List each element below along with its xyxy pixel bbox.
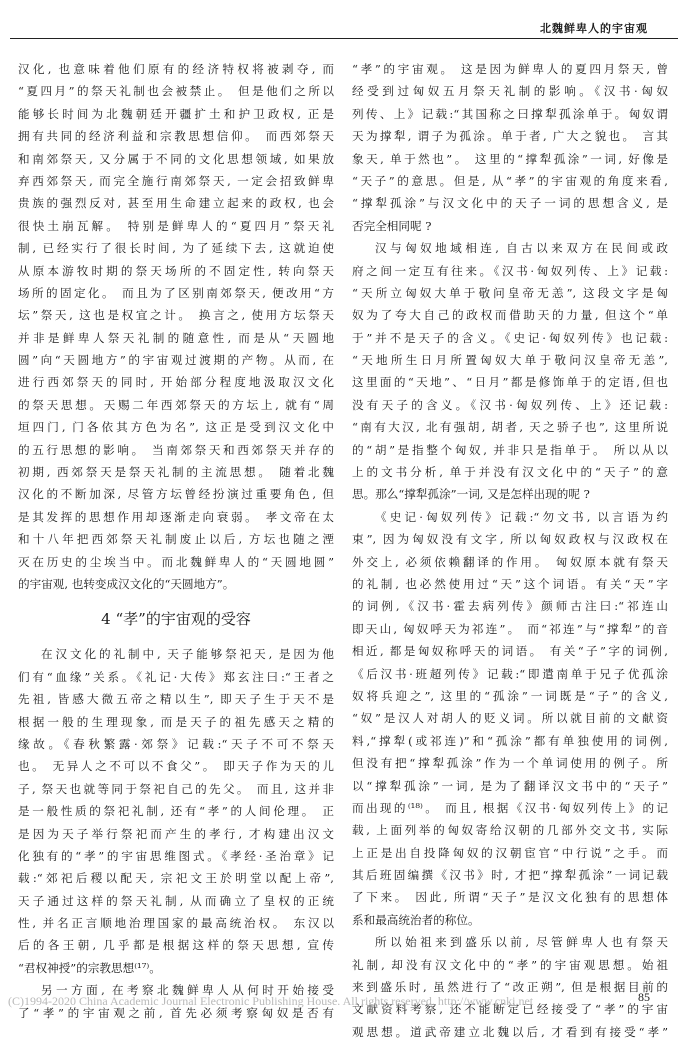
text-line: 的词例,《汉书·霍去病列传》颜师古注曰:“祁连山 — [352, 599, 668, 614]
text-line: 和南郊祭天, 又分属于不同的文化思想领域, 如果放 — [18, 151, 334, 166]
text-line: 了下来。 因此, 所谓“天子”是汉文化独有的思想体 — [352, 890, 668, 905]
text-line: 坛”祭天, 这也是权宜之计。 换言之, 使用方坛祭天 — [18, 308, 334, 323]
text-line: 相近, 都是匈奴称呼天的词语。 有关“子”字的词例, — [352, 644, 668, 659]
text-line: 这里面的“天地”、“日月”都是修饰单于的定语,但也 — [352, 375, 668, 390]
text-line: 能够长时间为北魏朝廷开疆扩土和护卫政权, 正是 — [18, 106, 334, 121]
text-line: “奴”是汉人对胡人的贬义词。所以就目前的文献资 — [352, 711, 668, 726]
text-line: 拥有共同的经济利益和宗教思想信仰。 而西郊祭天 — [18, 129, 334, 144]
text-line: 系和最高统治者的称位。 — [352, 912, 480, 927]
text-line: 否完全相同呢 ? — [352, 218, 432, 233]
text-line: 载:“郊祀后稷以配天, 宗祀文王於明堂以配上帝”, — [18, 871, 334, 886]
text-line: 并非是鲜卑人祭天礼制的随意性, 而是从“天圆地 — [18, 330, 334, 345]
text-line: 缘故。《春秋繁露·郊祭》记载:“天子不可不祭天 — [18, 736, 334, 751]
text-line: 圆”向“天圆地方”的宇宙观过渡期的产物。从而, 在 — [18, 353, 334, 368]
text-line: 也。 无异人之不可以不食父”。 即天子作为天的儿 — [18, 759, 334, 774]
text-line: 后的各王朝, 几乎都是根据这样的祭天思想, 宣传 — [18, 938, 334, 953]
text-line: 汉化, 也意味着他们原有的经济特权将被剥夺, 而 — [18, 62, 334, 76]
page-number: 85 — [638, 990, 650, 1004]
text-line: 没有天子的含义。《汉书·匈奴列传、上》还记载: — [352, 397, 668, 412]
text-line: 另一方面, 在考察北魏鲜卑人从何时开始接受 — [41, 983, 334, 998]
copyright-notice: (C)1994-2020 China Academic Journal Electronic Publishing House. All rights reserved. http://www.cnki.net — [8, 994, 534, 1008]
text-line: 上的文书分析, 单于并没有汉文化中的“天子”的意 — [352, 465, 668, 480]
text-line: 但没有把“撑犁孤涂”作为一个单词使用的例子。所 — [352, 756, 668, 771]
text-line: “天所立匈奴大单于敬问皇帝无恙”, 这段文字是匈 — [352, 285, 668, 300]
text-line: 列传、上》记载:“其国称之曰撑犁孤涂单于。匈奴谓 — [352, 106, 668, 121]
text-line: 灭在历史的尘埃当中。而北魏鲜卑人的“天圆地圆” — [18, 554, 334, 569]
text-line: 在汉文化的礼制中, 天子能够祭祀天, 是因为他 — [41, 647, 334, 662]
page-footer — [0, 990, 688, 1031]
text-line: 是其发挥的思想作用却逐渐走向衰弱。 孝文帝在太 — [18, 509, 334, 524]
text-line: 而出现的⁽¹⁸⁾。 而且, 根据《汉书·匈奴列传上》的记 — [352, 800, 668, 815]
text-line: 先祖, 皆感大微五帝之精以生”, 即天子生于天不是 — [18, 692, 334, 707]
text-line: 文献资料考察, 还不能断定已经接受了“孝”的宇宙 — [352, 1002, 668, 1017]
text-line: 是一般性质的祭祀礼制, 还有“孝”的人间伦理。 正 — [18, 804, 334, 819]
text-line: 的“胡”是指整个匈奴, 并非只是指单于。 所以从以 — [352, 442, 668, 457]
text-line: “夏四月”的祭天礼制也会被禁止。 但是他们之所以 — [18, 84, 334, 99]
text-line: 思。那么“撑犁孤涂”一词, 又是怎样出现的呢 ? — [352, 487, 590, 502]
text-line: 府之间一定互有往来。《汉书·匈奴列传、上》记载: — [352, 263, 668, 278]
text-line: 天为撑犁, 谓子为孤涂。单于者, 广大之貌也。 言其 — [352, 129, 668, 144]
text-line: 于”并不是天子的含义。《史记·匈奴列传》也记载: — [352, 330, 668, 345]
text-line: 的礼制, 也必然使用过“天”这个词语。有关“天”字 — [352, 576, 668, 591]
text-line: 束”, 因为匈奴没有文字, 所以匈奴政权与汉政权在 — [352, 532, 668, 547]
text-line: “撑犁孤涂”与汉文化中的天子一词的思想含义, 是 — [352, 196, 668, 211]
text-line: 子, 祭天也就等同于祭祀自己的先父。 而且, 这并非 — [18, 781, 334, 796]
page-header — [0, 0, 688, 40]
text-line: 的祭天思想。天赐二年西郊祭天的方坛上, 就有“周 — [18, 397, 334, 412]
text-line: 化独有的“孝”的宇宙思维图式。《孝经·圣治章》记 — [18, 848, 334, 863]
text-line: 所以始祖来到盛乐以前, 尽管鲜卑人也有祭天 — [375, 935, 668, 950]
text-line: “君权神授”的宗教思想⁽¹⁷⁾。 — [18, 960, 161, 975]
text-line: 场所的固定化。 而且为了区别南郊祭天, 便改用“方 — [18, 285, 334, 300]
header-rule — [10, 38, 678, 39]
text-line: 是因为天子举行祭祀而产生的孝行, 才构建出汉文 — [18, 826, 334, 841]
text-line: 天子通过这样的祭天礼制, 从而确立了皇权的正统 — [18, 893, 334, 908]
text-line: 经受到过匈奴五月祭天礼制的影响。《汉书·匈奴 — [352, 84, 668, 99]
text-line: 上正是出自投降匈奴的汉朝宦官“中行说”之手。而 — [352, 845, 668, 860]
text-line: 弃西郊祭天, 而完全施行南郊祭天, 一定会招致鲜卑 — [18, 173, 334, 188]
text-line: 了“孝”的宇宙观之前, 首先必须考察匈奴是否有 — [18, 1005, 334, 1020]
text-line: 的五行思想的影响。 当南郊祭天和西郊祭天并存的 — [18, 442, 334, 457]
text-line: 贵族的强烈反对, 甚至用生命建立起来的政权, 也会 — [18, 196, 334, 211]
text-line: 《后汉书·班超列传》记载:“即遣南单于兄子优孤涂 — [352, 666, 668, 681]
text-line: 《史记·匈奴列传》记载:“勿文书, 以言语为约 — [375, 509, 668, 524]
text-line: 奴将兵迎之”, 这里的“孤涂”一词既是“子”的含义, — [352, 688, 668, 703]
text-line: 的宇宙观, 也转变成汉文化的“天圆地方”。 — [18, 576, 235, 591]
text-line: 汉化的不断加深, 尽管方坛曾经扮演过重要角色, 但 — [18, 487, 334, 502]
text-line: 很快土崩瓦解。 特别是鲜卑人的“夏四月”祭天礼 — [18, 218, 334, 233]
text-line: 奴为了夸大自己的政权而借助天的力量, 但这个“单 — [352, 308, 668, 323]
running-title: 北魏鲜卑人的宇宙观 — [540, 22, 648, 35]
text-line: 观思想。道武帝建立北魏以后, 才看到有接受“孝” — [352, 1024, 668, 1039]
text-line: 即天山, 匈奴呼天为祁连”。 而“祁连”与“撑犁”的音 — [352, 621, 668, 636]
text-line: 载, 上面列举的匈奴寄给汉朝的几部外交文书, 实际 — [352, 823, 668, 838]
text-line: 汉与匈奴地域相连, 自古以来双方在民间或政 — [375, 241, 668, 256]
text-line: 制, 已经实行了很长时间, 为了延续下去, 这就迫使 — [18, 241, 334, 256]
text-line: 们有“血缘”关系。《礼记·大传》郑玄注曰:“王者之 — [18, 669, 334, 684]
text-line: 进行西郊祭天的同时, 开始部分程度地汲取汉文化 — [18, 375, 334, 390]
text-line: 以“撑犁孤涂”一词, 是为了翻译汉文书中的“天子” — [352, 778, 668, 793]
text-line: “天子”的意思。但是, 从“孝”的宇宙观的角度来看, — [352, 173, 668, 188]
text-line: “孝”的宇宙观。 这是因为鲜卑人的夏四月祭天, 曾 — [352, 62, 668, 76]
text-line: 垣四门, 门各依其方色为名”, 这正是受到汉文化中 — [18, 420, 334, 435]
text-line: “南有大汉, 北有强胡, 胡者, 天之骄子也”, 这里所说 — [352, 420, 668, 435]
section-heading: 4 “孝”的宇宙观的受容 — [101, 610, 251, 629]
text-line: 料,“撑犁(或祁连)”和“孤涂”都有单独使用的词例, — [352, 733, 668, 748]
text-line: 和十八年把西郊祭天礼制废止以后, 方坛也随之湮 — [18, 532, 334, 547]
text-line: 从原本游牧时期的祭天场所的不固定性, 转向祭天 — [18, 263, 334, 278]
text-line: 外交上, 必须依赖翻译的作用。 匈奴原本就有祭天 — [352, 554, 668, 569]
text-line: 初期, 西郊祭天是祭天礼制的主流思想。 随着北魏 — [18, 465, 334, 480]
text-line: 性, 并名正言顺地治理国家的最高统治权。 东汉以 — [18, 916, 334, 931]
text-line: 礼制, 却没有汉文化中的“孝”的宇宙观思想。始祖 — [352, 957, 668, 972]
text-line: 根据一般的生理现象, 而是天子的祖先感天之精的 — [18, 714, 334, 729]
text-line: 其后班固编撰《汉书》时, 才把“撑犁孤涂”一词记载 — [352, 868, 668, 883]
text-line: “天地所生日月所置匈奴大单于敬问汉皇帝无恙”, — [352, 353, 668, 368]
text-line: 来到盛乐时, 虽然进行了“改正朔”, 但是根据目前的 — [352, 980, 668, 995]
text-line: 象天, 单于然也”。 这里的“撑犁孤涂”一词, 好像是 — [352, 151, 668, 166]
